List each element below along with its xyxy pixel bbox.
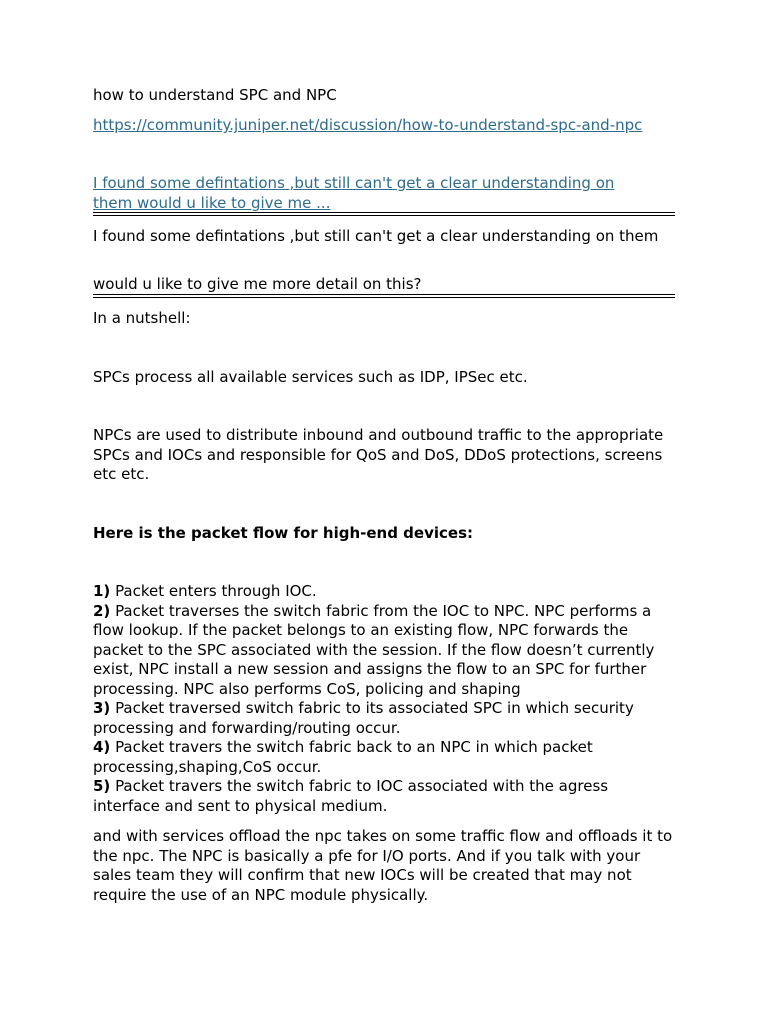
step-text: Packet enters through IOC. bbox=[110, 582, 317, 600]
step-text: Packet traversed switch fabric to its associated SPC in which security processing and forwarding/routing occur. bbox=[93, 699, 634, 737]
preview-link-line-1[interactable]: I found some defintations ,but still can't get a clear understanding on bbox=[93, 174, 615, 192]
question-paragraph: I found some defintations ,but still can't get a clear understanding on them bbox=[93, 227, 659, 245]
answer-intro: In a nutshell: bbox=[93, 309, 191, 327]
step-item bbox=[93, 582, 675, 602]
preview-link-line-2[interactable]: them would u like to give me ... bbox=[93, 194, 331, 212]
step-number: 2) bbox=[93, 601, 111, 620]
step-item bbox=[93, 738, 675, 777]
step-text: Packet travers the switch fabric to IOC associated with the agress interface and sent to physical medium. bbox=[93, 777, 609, 815]
step-number: 1) bbox=[93, 582, 111, 600]
question-followup: would u like to give me more detail on this? bbox=[93, 275, 422, 293]
step-item bbox=[93, 602, 675, 700]
closing-paragraph: and with services offload the npc takes on some traffic flow and offloads it to the npc. The NPC is basically a pfe for I/O ports. And if you talk with your sales team they will confirm that new IOCs will be created that may not require the use of an NPC module physically. bbox=[93, 827, 673, 904]
spc-description: SPCs process all available services such as IDP, IPSec etc. bbox=[93, 368, 528, 386]
divider bbox=[93, 212, 675, 216]
step-text: Packet travers the switch fabric back to an NPC in which packet processing,shaping,CoS occur. bbox=[93, 738, 593, 776]
step-text: Packet traverses the switch fabric from the IOC to NPC. NPC performs a flow lookup. If the packet belongs to an existing flow, NPC forwards the packet to the SPC associated with the session. If the flow doesn’t currently exist, NPC install a new session and assigns the flow to an SPC for further processing. NPC also performs CoS, policing and shaping bbox=[93, 601, 655, 698]
packet-flow-steps bbox=[93, 582, 675, 816]
divider bbox=[93, 294, 675, 298]
step-item bbox=[93, 699, 675, 738]
discussion-link[interactable]: https://community.juniper.net/discussion/how-to-understand-spc-and-npc bbox=[93, 116, 643, 134]
step-number: 3) bbox=[93, 699, 111, 717]
step-number: 5) bbox=[93, 777, 111, 795]
page-title: how to understand SPC and NPC bbox=[93, 86, 337, 104]
packet-flow-heading: Here is the packet flow for high-end devices: bbox=[93, 524, 473, 542]
npc-description: NPCs are used to distribute inbound and outbound traffic to the appropriate SPCs and IOCs and responsible for QoS and DoS, DDoS protections, screens etc etc. bbox=[93, 426, 664, 483]
step-number: 4) bbox=[93, 738, 111, 756]
step-item bbox=[93, 777, 675, 816]
